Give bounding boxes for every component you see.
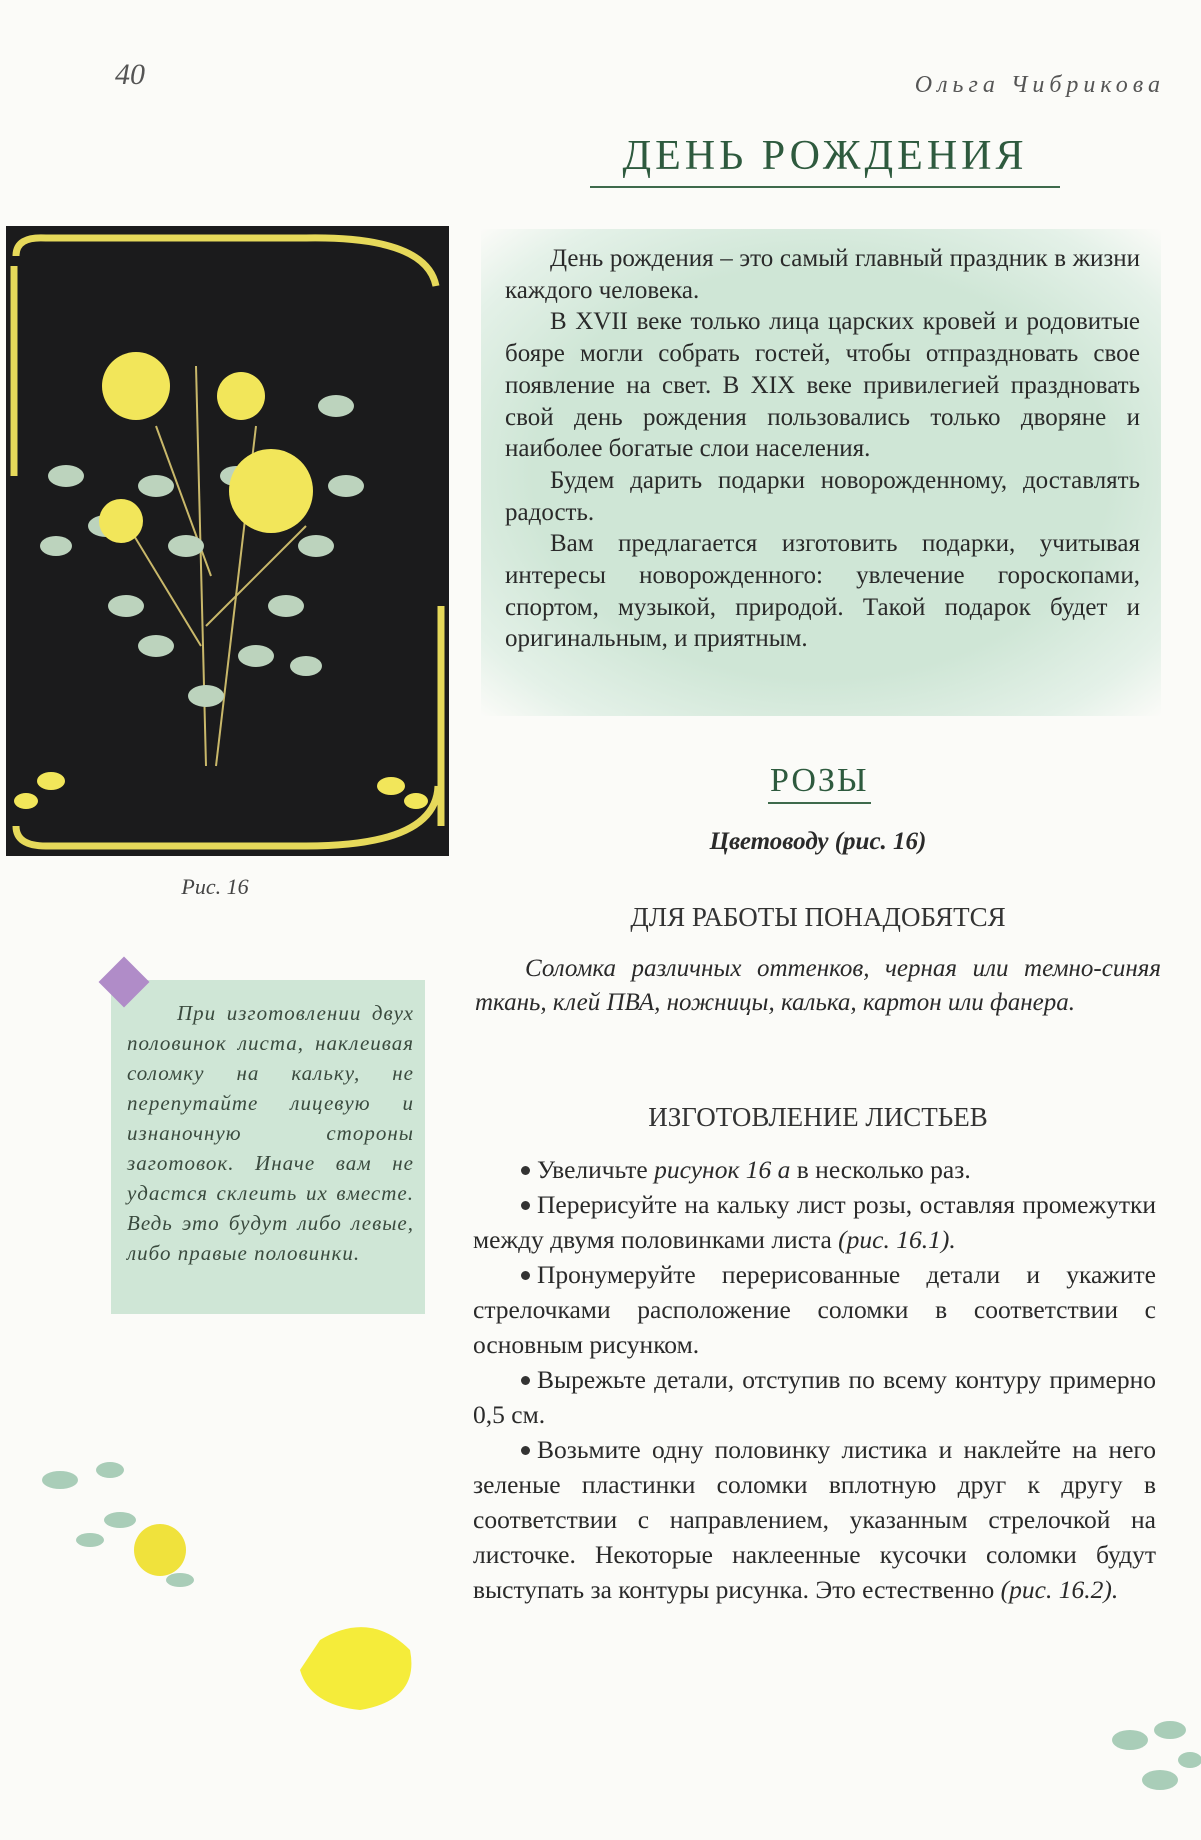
decorative-leaves-icon bbox=[1100, 1700, 1201, 1840]
intro-paragraph: День рождения – это самый главный праздник в жизни каждого человека. bbox=[505, 245, 1140, 304]
materials-heading: ДЛЯ РАБОТЫ ПОНАДОБЯТСЯ bbox=[630, 902, 1006, 932]
bullet-icon bbox=[521, 1446, 530, 1455]
leaves-heading: ИЗГОТОВЛЕНИЕ ЛИСТЬЕВ bbox=[648, 1102, 988, 1132]
decorative-roses-icon bbox=[30, 1450, 430, 1750]
figure-reference: (рис. 16.1). bbox=[838, 1225, 956, 1254]
step-text: Пронумеруйте перерисованные детали и укажите стрелочками расположение соломки в соответствии с основным рисунком. bbox=[473, 1260, 1156, 1359]
straw-rose-artwork bbox=[6, 226, 449, 856]
bullet-icon bbox=[521, 1271, 530, 1280]
materials-text: Соломка различных оттенков, черная или темно-синяя ткань, клей ПВА, ножницы, калька, картон или фанера. bbox=[475, 955, 1161, 1016]
step-text: в несколько раз. bbox=[790, 1155, 971, 1184]
bullet-icon bbox=[521, 1166, 530, 1175]
tip-box bbox=[111, 980, 425, 1314]
intro-paragraph: В XVII веке только лица царских кровей и родовитые бояре могли собрать гостей, чтобы отпраздновать свое появление на свет. В XIX веке привилегией праздновать свой день рождения пользовались только дворяне и наиболее богатые слои населения. bbox=[505, 308, 1140, 463]
tip-text: При изготовлении двух половинок листа, наклеивая соломку на кальку, не перепутайте лицевую и изнаночную стороны заготовок. Иначе вам не удастся склеить их вместе. Ведь это будут либо левые, либо правые половинки. bbox=[127, 1001, 414, 1265]
list-item bbox=[473, 1152, 1156, 1187]
list-item bbox=[473, 1432, 1156, 1607]
section-subtitle: Цветоводу (рис. 16) bbox=[709, 828, 927, 855]
page-number: 40 bbox=[115, 58, 145, 91]
figure-reference: рисунок 16 а bbox=[654, 1155, 791, 1184]
list-item bbox=[473, 1187, 1156, 1257]
figure-reference: (рис. 16.2). bbox=[1000, 1575, 1119, 1604]
bullet-icon bbox=[521, 1201, 530, 1210]
list-item bbox=[473, 1257, 1156, 1362]
figure-caption: Рис. 16 bbox=[181, 874, 249, 899]
list-item bbox=[473, 1362, 1156, 1432]
intro-paragraph: Вам предлагается изготовить подарки, учитывая интересы новорожденного: увлечение гороскопами, спортом, музыкой, природой. Такой подарок будет и оригинальным, и приятным. bbox=[505, 530, 1140, 653]
steps-list bbox=[473, 1152, 1156, 1607]
step-text: Перерисуйте на кальку лист розы, оставляя промежутки между двумя половинками листа bbox=[473, 1190, 1156, 1254]
running-header-author: Ольга Чибрикова bbox=[914, 72, 1165, 98]
bullet-icon bbox=[521, 1376, 530, 1385]
step-text: Вырежьте детали, отступив по всему контуру примерно 0,5 см. bbox=[473, 1365, 1156, 1429]
intro-box bbox=[481, 229, 1161, 716]
chapter-title: ДЕНЬ РОЖДЕНИЯ bbox=[590, 132, 1060, 188]
section-heading: РОЗЫ bbox=[768, 762, 871, 804]
intro-paragraph: Будем дарить подарки новорожденному, доставлять радость. bbox=[505, 466, 1140, 526]
step-text: Увеличьте bbox=[537, 1155, 655, 1184]
step-text: Возьмите одну половинку листика и наклейте на него зеленые пластинки соломки вплотную друг к другу в соответствии с направлением, указанным стрелочкой на листочке. Некоторые наклеенные кусочки соломки будут выступать за контуры рисунка. Это естественно bbox=[473, 1435, 1156, 1604]
